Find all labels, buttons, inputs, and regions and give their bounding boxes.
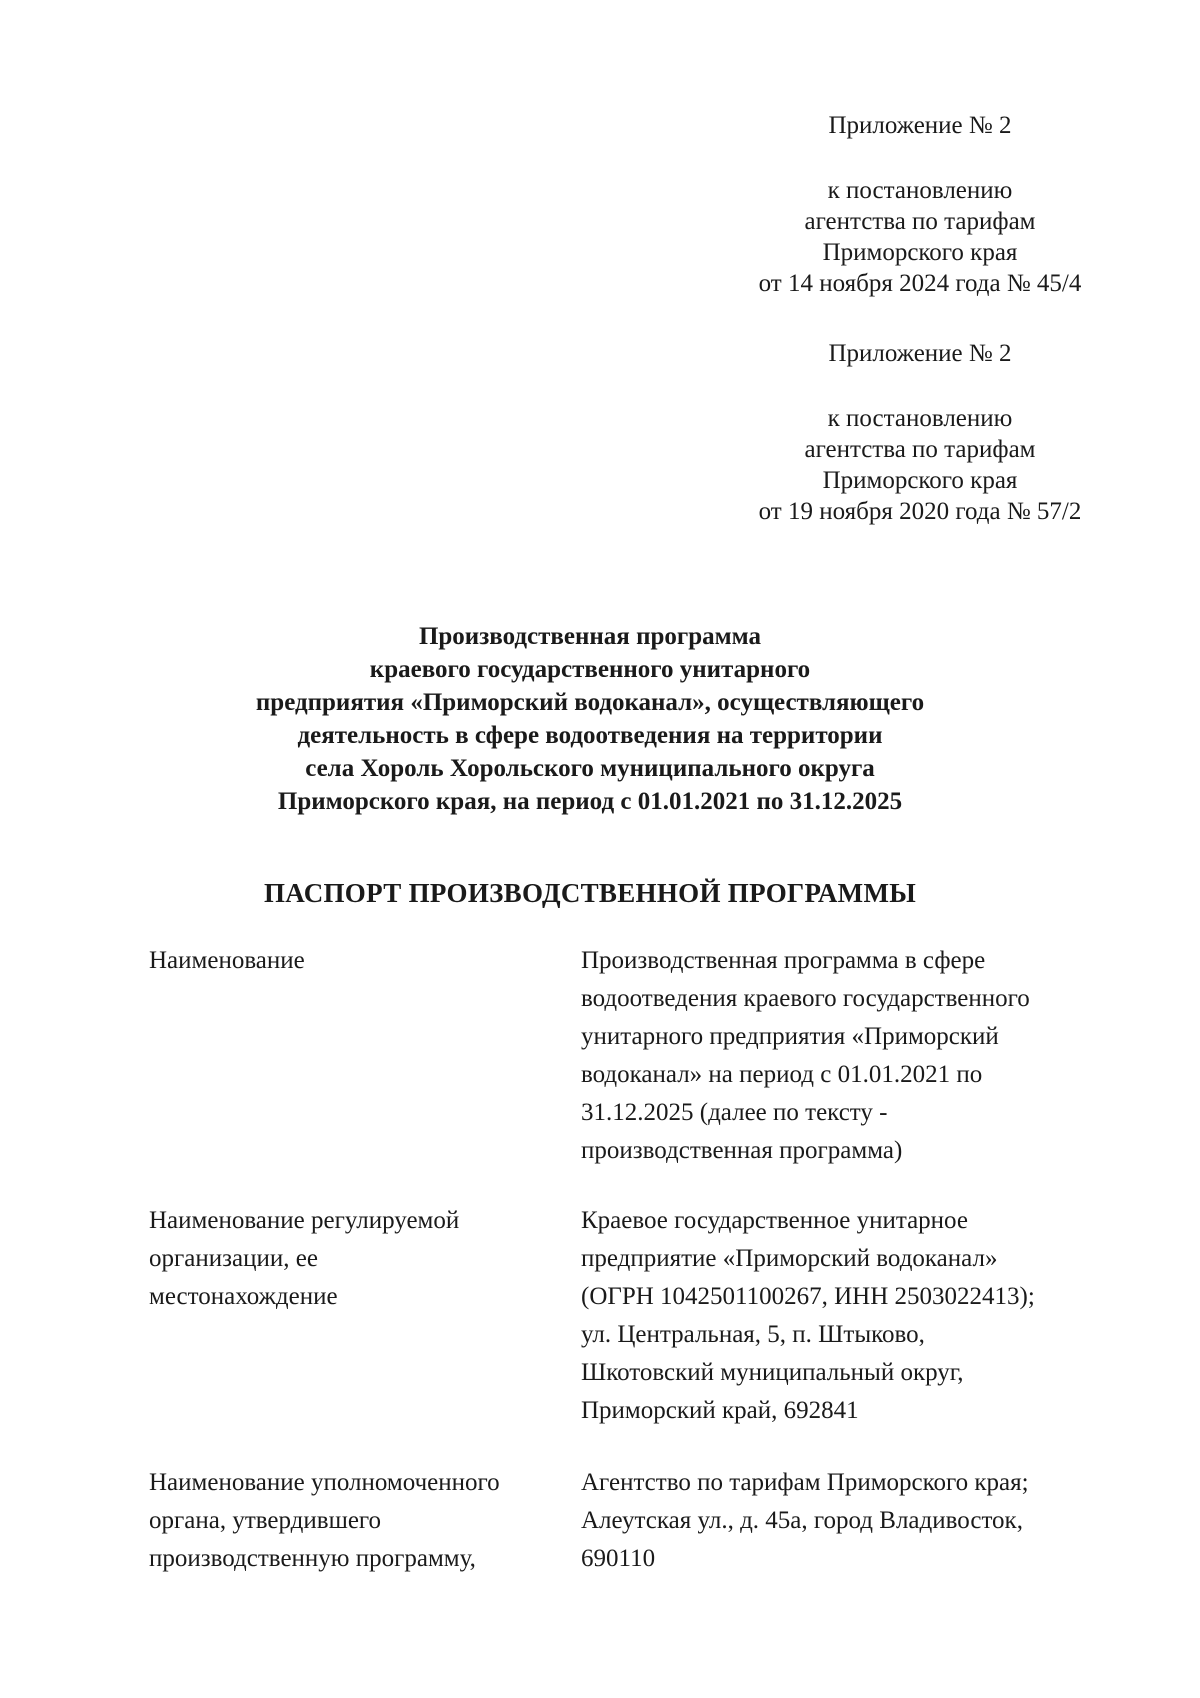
row-value-line: Агентство по тарифам Приморского края; <box>581 1469 1029 1496</box>
passport-heading: ПАСПОРТ ПРОИЗВОДСТВЕННОЙ ПРОГРАММЫ <box>263 878 917 908</box>
row-value-line: водоотведения краевого государственного <box>581 985 1030 1012</box>
row-label-line: органа, утвердившего <box>149 1507 382 1534</box>
appendix-line: агентства по тарифам <box>804 208 1036 235</box>
row-value-line: Производственная программа в сфере <box>581 947 986 974</box>
appendix-date-line: от 14 ноября 2024 года № 45/4 <box>758 270 1082 297</box>
appendix-line: Приморского края <box>822 239 1018 266</box>
title-line: села Хороль Хорольского муниципального округа <box>305 755 875 782</box>
appendix-line: к постановлению <box>827 177 1013 204</box>
appendix-date-line: от 19 ноября 2020 года № 57/2 <box>758 498 1082 525</box>
row-value-line: предприятие «Приморский водоканал» <box>581 1245 998 1272</box>
appendix-line: Приморского края <box>822 467 1018 494</box>
title-line: краевого государственного унитарного <box>369 656 811 683</box>
row-value-line: Алеутская ул., д. 45а, город Владивосток, <box>581 1507 1023 1534</box>
row-value-line: водоканал» на период с 01.01.2021 по <box>581 1061 983 1088</box>
row-label-line: Наименование <box>149 947 305 974</box>
row-value-line: ул. Центральная, 5, п. Штыково, <box>581 1321 925 1348</box>
title-line: деятельность в сфере водоотведения на территории <box>297 722 883 749</box>
row-label-line: производственную программу, <box>149 1545 476 1572</box>
row-label-line: Наименование регулируемой <box>149 1207 460 1234</box>
appendix-label: Приложение № 2 <box>828 340 1012 367</box>
row-label-line: местонахождение <box>149 1283 338 1310</box>
document-title <box>140 620 1040 818</box>
appendix-current-block <box>720 110 1120 299</box>
appendix-line: агентства по тарифам <box>804 436 1036 463</box>
row-label <box>149 1464 569 1578</box>
title-line: Приморского края, на период с 01.01.2021 по 31.12.2025 <box>277 788 903 815</box>
row-value-line: 31.12.2025 (далее по тексту - <box>581 1099 888 1126</box>
row-label-line: организации, ее <box>149 1245 318 1272</box>
title-line: предприятия «Приморский водоканал», осуществляющего <box>255 689 925 716</box>
row-label <box>149 1202 569 1316</box>
row-value <box>581 1202 1141 1430</box>
row-value <box>581 942 1141 1170</box>
row-value-line: Краевое государственное унитарное <box>581 1207 968 1234</box>
row-value-line: унитарного предприятия «Приморский <box>581 1023 999 1050</box>
title-line: Производственная программа <box>418 623 762 650</box>
row-value-line: Шкотовский муниципальный округ, <box>581 1359 964 1386</box>
row-value <box>581 1464 1141 1578</box>
appendix-original-block <box>720 338 1120 527</box>
row-value-line: Приморский край, 692841 <box>581 1397 859 1424</box>
appendix-line: к постановлению <box>827 405 1013 432</box>
row-value-line: (ОГРН 1042501100267, ИНН 2503022413); <box>581 1283 1035 1310</box>
row-label <box>149 942 569 980</box>
row-value-line: производственная программа) <box>581 1137 903 1164</box>
appendix-label: Приложение № 2 <box>828 112 1012 139</box>
row-value-line: 690110 <box>581 1545 656 1572</box>
row-label-line: Наименование уполномоченного <box>149 1469 500 1496</box>
